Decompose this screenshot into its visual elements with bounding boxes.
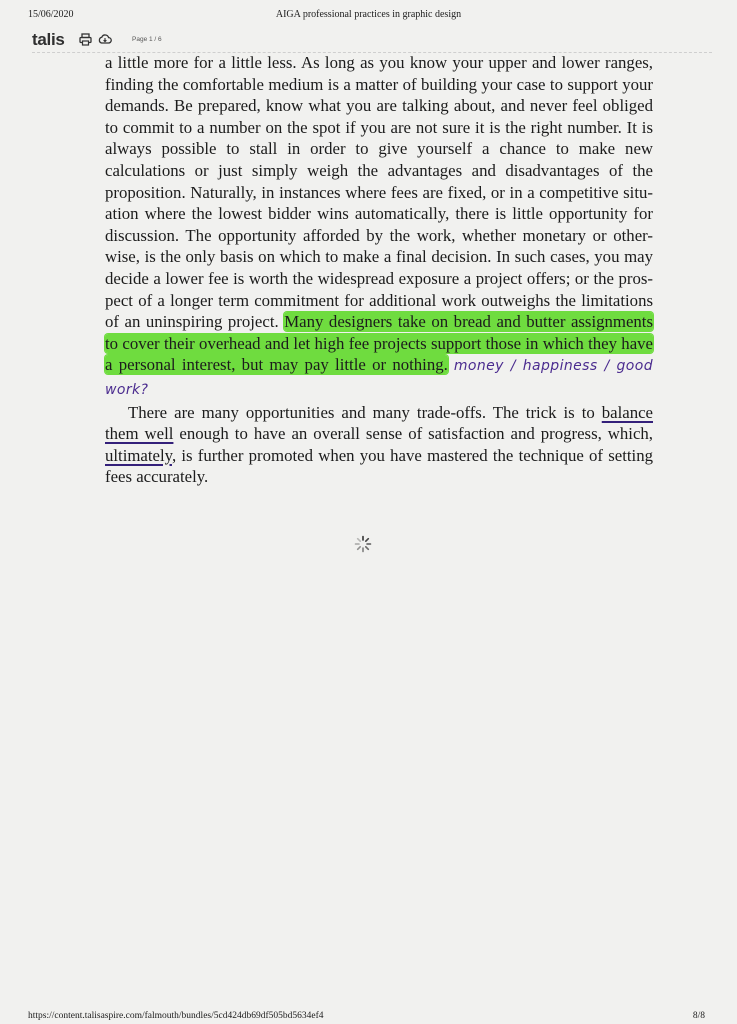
text-line: wise, is the only basis on which to make a final decision. In such cases, you may	[105, 247, 653, 267]
text-line: finding the comfortable medium is a matter of building your case to support	[105, 74, 618, 94]
print-date: 15/06/2020	[28, 9, 74, 20]
text-line: number. It is always possible to stall in order to give yourself a chance to make	[105, 117, 653, 159]
print-page-count: 8/8	[692, 1011, 705, 1021]
print-header	[28, 9, 709, 23]
print-title: AIGA professional practices in graphic design	[275, 9, 462, 20]
reader-toolbar	[32, 30, 712, 53]
underlined-text: them well	[105, 424, 174, 444]
highlighted-text: a personal interest, but may pay little or nothing.	[105, 355, 448, 375]
underlined-text: balance	[601, 402, 653, 422]
talis-logo[interactable]: talis	[32, 30, 65, 49]
text-run: There are many opportunities and many trade-offs. The trick is to	[128, 402, 602, 422]
highlighted-text: Many designers take on bread and butter assignments	[284, 312, 653, 332]
text-line: discussion. The opportunity afforded by the work, whether monetary or other-	[105, 225, 653, 245]
text-line: new calculations or just simply weigh the advantages and disadvantages of the	[105, 139, 654, 180]
text-run: enough to have an overall sense of satisfaction and progress, which,	[173, 424, 653, 444]
highlighted-text: to cover their overhead and let high fee projects support those in which they have	[105, 333, 653, 353]
text-line: ation where the lowest bidder wins automatically, there is little opportunity for	[105, 204, 653, 224]
handwritten-annotation: money / happiness / good work?	[105, 358, 654, 398]
text-line: proposition. Naturally, in instances where fees are fixed, or in a competitive situ-	[105, 182, 653, 202]
loading-spinner-icon	[354, 535, 372, 553]
print-footer	[28, 1011, 709, 1023]
text-line: of an uninspiring project.	[105, 312, 285, 332]
underlined-text: ultimately	[105, 445, 172, 465]
cloud-download-icon[interactable]	[98, 33, 111, 46]
document-body	[105, 52, 653, 488]
printer-icon[interactable]	[79, 33, 92, 46]
print-url: https://content.talisaspire.com/falmouth/bundles/5cd424db69df505bd5634ef4	[28, 1011, 324, 1021]
text-line: a little more for a little less. As long as you know your upper and lower ranges,	[105, 53, 653, 72]
text-line: pect of a longer term commitment for additional work outweighs the limitations	[105, 290, 653, 310]
page-indicator: Page 1 / 6	[132, 36, 162, 43]
paragraph-1	[105, 52, 653, 402]
text-line: your demands. Be prepared, know what you are talking about, and never feel	[105, 74, 653, 116]
text-line: decide a lower fee is worth the widespread exposure a project offers; or the pros-	[105, 268, 653, 288]
text-run: , is further promoted when you have mastered the technique of setting fees accurately.	[105, 445, 653, 487]
paragraph-2	[105, 402, 653, 488]
text-line: obliged to commit to a number on the spot if you are not sure it is the right	[105, 96, 653, 137]
